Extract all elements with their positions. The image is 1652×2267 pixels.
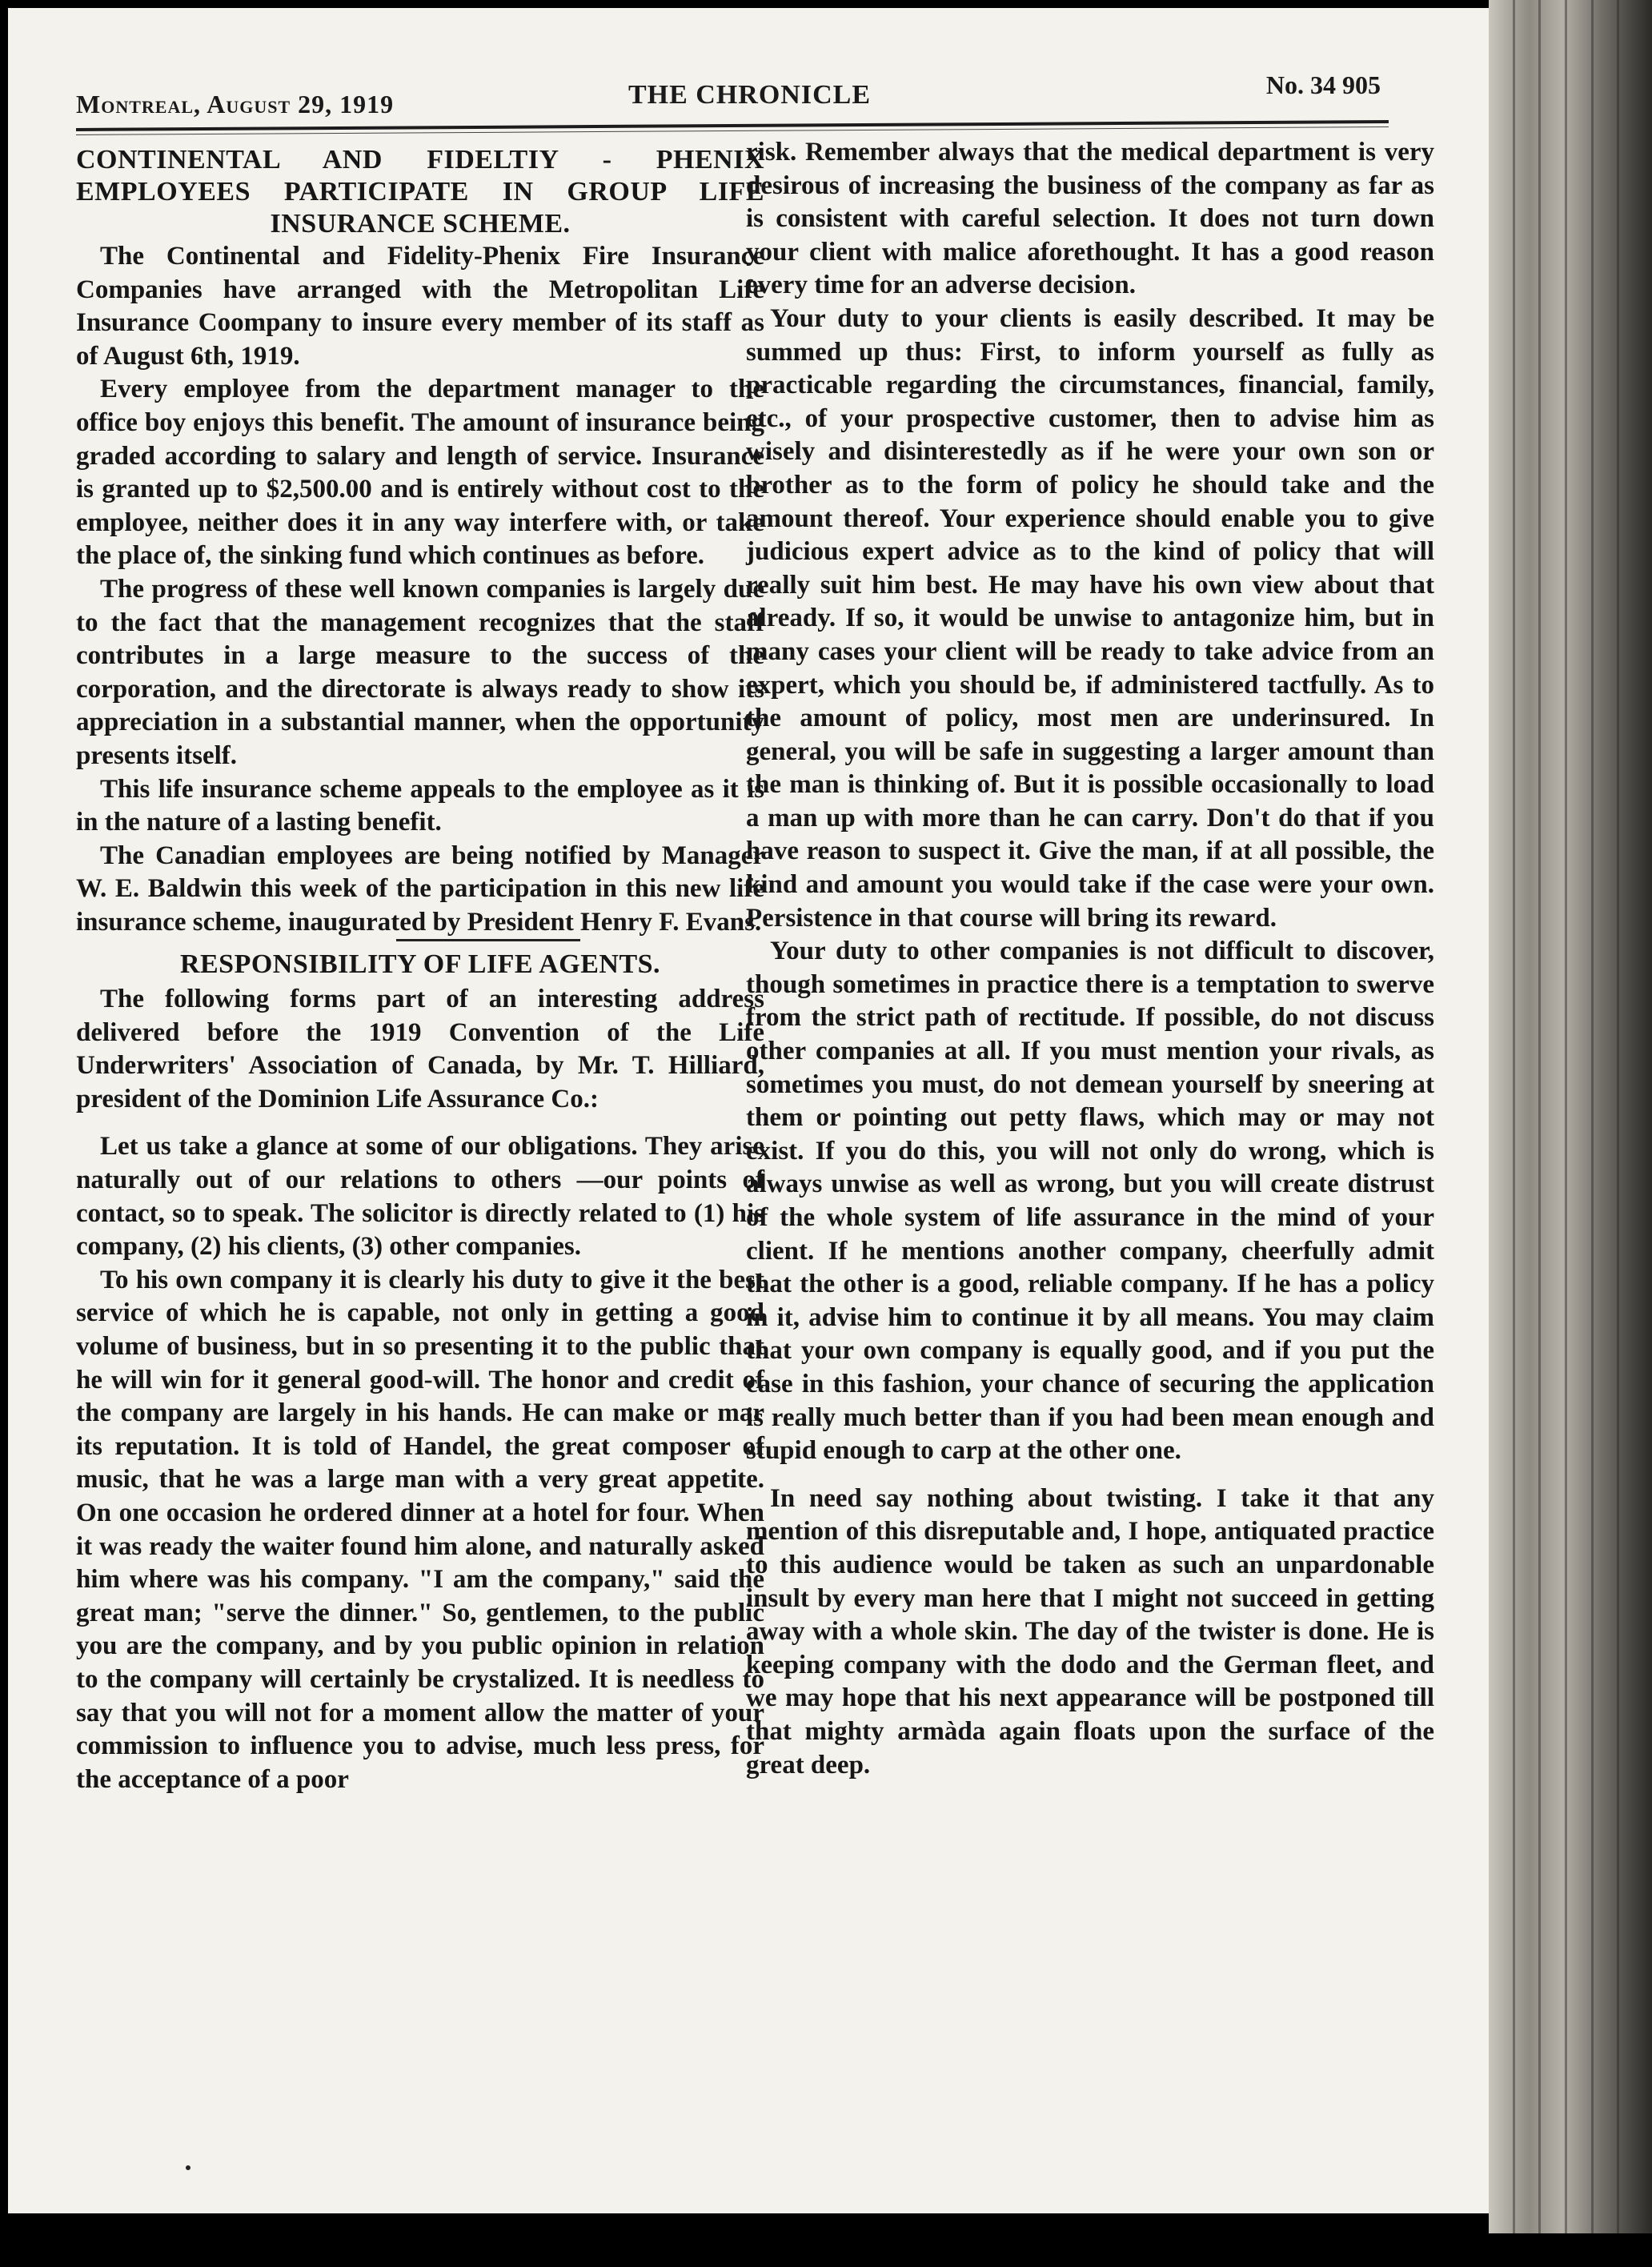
article-separator-rule — [396, 939, 580, 941]
article-heading-continental: CONTINENTAL AND FIDELTIY - PHENIX EMPLOYEES PARTICIPATE IN GROUP LIFE INSURANCE SCHEME. — [76, 145, 764, 239]
article-paragraph: To his own company it is clearly his duty to give it the best service of which he is capable, not only in getting a good volume of business, but in so presenting it to the public that he will win for it general good-will. The honor and credit of the company are largely in his hands. He can make or mar its reputation. It is told of Handel, the great composer of music, that he was a large man with a very great appetite. On one occasion he ordered dinner at a hotel for four. When it was ready the waiter found him alone, and naturally asked him where was his company. "I am the company," said the great man; "serve the dinner." So, gentlemen, to the public you are the company, and by you public opinion in relation to the company will certainly be crystalized. It is needless to say that you will not for a moment allow the matter of your commission to influence you to advise, much less press, for the acceptance of a poor — [76, 1265, 764, 1794]
article-paragraph: Your duty to other companies is not difficult to discover, though sometimes in practice there is a temptation to swerve from the strict path of rectitude. If possible, do not discuss other companies at all. If you must mention your rivals, as sometimes you must, do not demean yourself by sneering at them or pointing out petty flaws, which may or may not exist. If you do this, you will not only do wrong, which is always unwise as well as wrong, but you will create distrust of the whole system of life assurance in the mind of your client. If he mentions another company, cheerfully admit that the other is a good, reliable company. If he has a policy in it, advise him to continue it by all means. You may claim that your own company is equally good, and if you put the case in this fashion, your chance of securing the application is really much better than if you had been mean enough and stupid enough to carp at the other one. — [746, 937, 1434, 1466]
header-publication-title: THE CHRONICLE — [628, 80, 871, 110]
article-heading-responsibility: RESPONSIBILITY OF LIFE AGENTS. — [179, 949, 661, 980]
header-issue-page-number: No. 34 905 — [1265, 70, 1381, 99]
left-column — [76, 144, 764, 1796]
article-paragraph: The progress of these well known companies is largely due to the fact that the management recognizes that the staff contributes in a large measure to the success of the corporation, and the directorate is always ready to show its appreciation in a substantial manner, when the opportunity presents itself. — [76, 574, 764, 770]
right-column — [746, 136, 1434, 1782]
article-paragraph: Your duty to your clients is easily described. It may be summed up thus: First, to inform yourself as fully as practicable regarding the circumstances, financial, family, etc., of your prospective customer, then to advise him as wisely and disinterestedly as if he were your own son or brother as to the form of policy he should take and the amount thereof. Your experience should enable you to give judicious expert advice as to the kind of policy that will really suit him best. He may have his own view about that already. If so, it would be unwise to antagonize him, but in many cases your client will be ready to take advice from an expert, which you should be, if administered tactfully. As to the amount of policy, most men are underinsured. In general, you will be safe in suggesting a larger amount than the man is thinking of. But it is possible occasionally to load a man up with more than he can carry. Don't do that if you have reason to suspect it. Give the man, if at all possible, the kind and amount you would take if the case were your own. Persistence in that course will bring its reward. — [746, 303, 1434, 933]
article-paragraph: The following forms part of an interesting address delivered before the 1919 Convention of the Life Underwriters' Association of Canada, by Mr. T. Hilliard, president of the Dominion Life Assurance Co.: — [76, 985, 764, 1113]
page-header — [76, 70, 1381, 118]
article-paragraph: The Canadian employees are being notified by Manager W. E. Baldwin this week of the participation in this new life insurance scheme, inaugurated by President Henry F. Evans. — [76, 841, 764, 937]
article-paragraph: Every employee from the department manager to the office boy enjoys this benefit. The amount of insurance being graded according to salary and length of service. Insurance is granted up to $2,500.00 and is entirely without cost to the employee, neither does it in any way interfere with, or take the place of, the sinking fund which continues as before. — [76, 375, 764, 571]
header-dateline: Montreal, August 29, 1919 — [76, 90, 395, 118]
article-paragraph: The Continental and Fidelity-Phenix Fire Insurance Companies have arranged with the Metropolitan Life Insurance Coompany to insure every member of its staff as of August 6th, 1919. — [76, 242, 764, 371]
article-paragraph: In need say nothing about twisting. I take it that any mention of this disreputable and, I hope, antiquated practice to this audience would be taken as such an unpardonable insult by every man here that I might not succeed in getting away with a whole skin. The day of the twister is done. He is keeping company with the dodo and the German fleet, and we may hope that his next appearance will be postponed till that mighty armàda again floats upon the surface of the great deep. — [746, 1483, 1434, 1779]
scan-border — [0, 2233, 1652, 2267]
ink-speck — [186, 2165, 190, 2170]
article-paragraph: Let us take a glance at some of our obligations. They arise naturally out of our relations to others —our points of contact, so to speak. The solicitor is directly related to (1) his company, (2) his clients, (3) other companies. — [76, 1132, 764, 1262]
book-spine-edge — [1489, 0, 1652, 2233]
article-paragraph: This life insurance scheme appeals to the employee as it is in the nature of a lasting benefit. — [76, 774, 764, 837]
article-paragraph: risk. Remember always that the medical department is very desirous of increasing the business of the company as far as is consistent with careful selection. It does not turn down your client with malice aforethought. It has a good reason every time for an adverse decision. — [746, 138, 1434, 300]
